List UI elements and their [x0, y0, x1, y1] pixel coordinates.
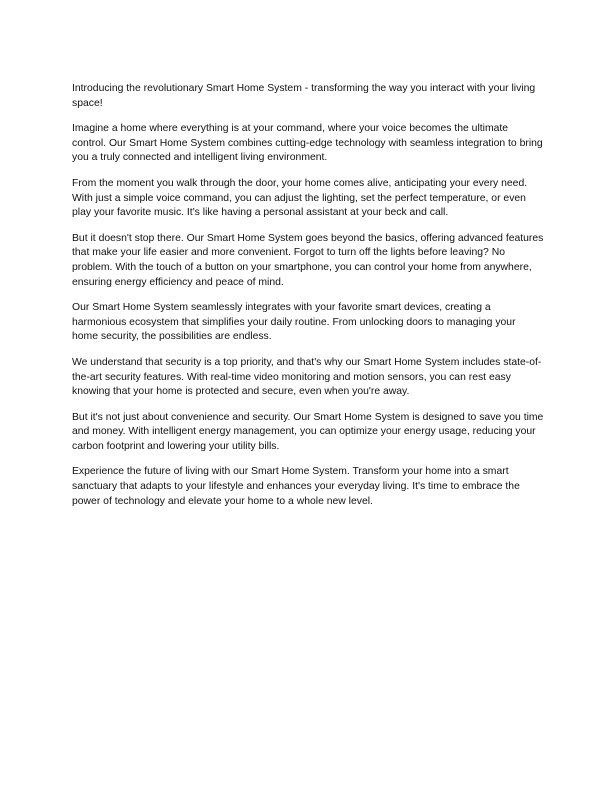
paragraph-intro: Introducing the revolutionary Smart Home System - transforming the way you interact with your living space! — [72, 83, 536, 109]
paragraph-integration: Our Smart Home System seamlessly integrates with your favorite smart devices, creating a harmonious ecosystem that simplifies your daily routine. From unlocking doors to managing your home security, the possibilities are endless. — [72, 302, 516, 343]
paragraph-conclusion: Experience the future of living with our Smart Home System. Transform your home into a smart sanctuary that adapts to your lifestyle and enhances your everyday living. It's time to embrace the power of technology and elevate your home to a whole new level. — [72, 466, 520, 507]
paragraph-energy: But it's not just about convenience and security. Our Smart Home System is designed to save you time and money. With intelligent energy management, you can optimize your energy usage, reducing your carbon footprint and lowering your utility bills. — [72, 411, 544, 452]
paragraph-beyond-basics: But it doesn't stop there. Our Smart Home System goes beyond the basics, offering advanced features that make your life easier and more convenient. Forgot to turn off the lights before leaving? No problem. With the touch of a button on your smartphone, you can control your home from anywhere, ensuring energy efficiency and peace of mind. — [72, 232, 544, 288]
paragraph-from-the-moment: From the moment you walk through the door, your home comes alive, anticipating your every need. With just a simple voice command, you can adjust the lighting, set the perfect temperature, or even play your favorite music. It's like having a personal assistant at your beck and call. — [72, 177, 528, 219]
paragraph-imagine: Imagine a home where everything is at your command, where your voice becomes the ultimate control. Our Smart Home System combines cutting-edge technology with seamless integration to bring you a truly connected and intelligent living environment. — [72, 123, 543, 164]
document-body — [72, 82, 544, 520]
paragraph-security: We understand that security is a top priority, and that's why our Smart Home System includes state-of-the-art security features. With real-time video monitoring and motion sensors, you can rest easy knowing that your home is protected and secure, even when you're away. — [72, 356, 542, 398]
